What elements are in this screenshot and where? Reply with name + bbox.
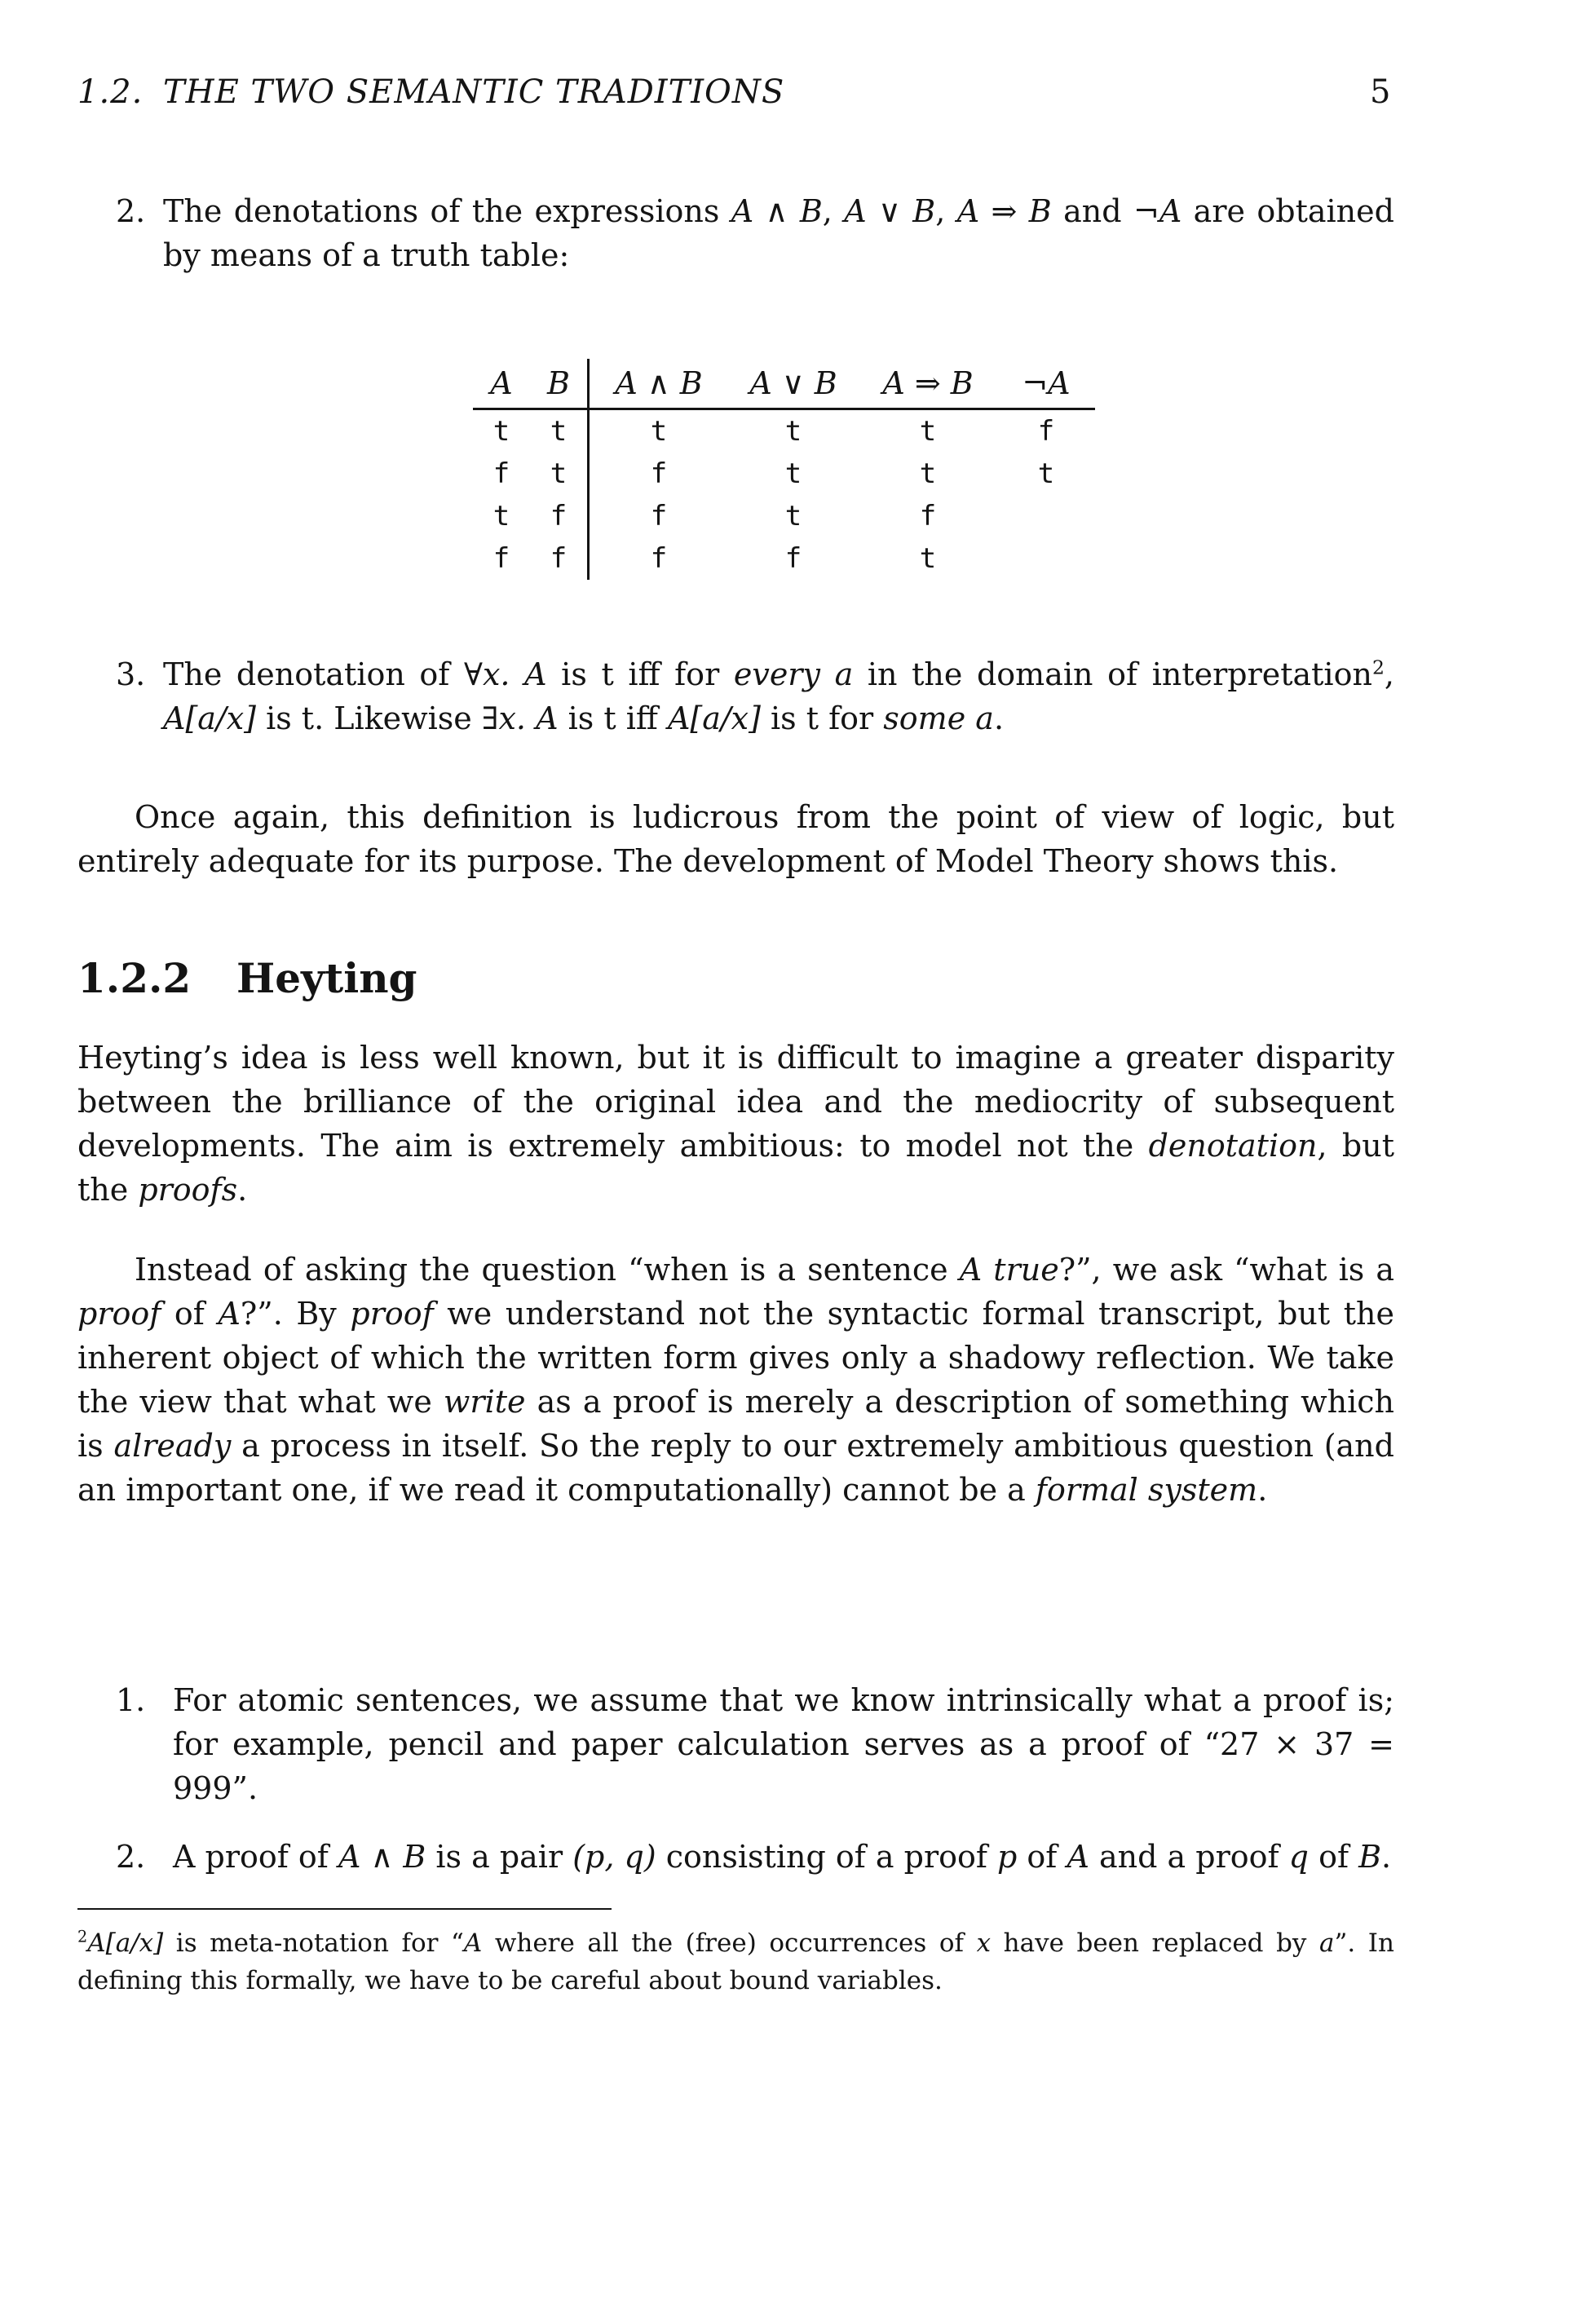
truth-table-cell: t (650, 415, 668, 448)
truth-table-cell: t (919, 415, 937, 448)
truth-table-cell: t (1037, 457, 1055, 490)
truth-table (473, 359, 1095, 580)
truth-table-row (473, 453, 1095, 495)
truth-table-row (473, 495, 1095, 537)
header-section-number: 1.2. (77, 73, 144, 111)
truth-table-cell: t (492, 415, 510, 448)
list-item-1-text: For atomic sentences, we assume that we know intrinsically what a proof is; for example, pencil and paper calculation serves as a proof of “27 × 37 = 999”. (173, 1682, 1394, 1806)
truth-table-cell: f (650, 500, 668, 532)
truth-table-header: ¬A (1022, 365, 1071, 401)
footnote-mark: 2 (77, 1927, 88, 1946)
header-title: THE TWO SEMANTIC TRADITIONS (163, 73, 785, 111)
footnote-reference: 2 (1371, 656, 1385, 679)
truth-table-cell: f (650, 457, 668, 490)
section-heading (77, 954, 417, 1002)
item-2-text: The denotations of the expressions A ∧ B, A ∨ B, A ⇒ B and ¬A are obtained by means of a truth table: (163, 193, 1394, 273)
truth-table-header: B (530, 359, 589, 409)
footnote-rule (77, 1908, 612, 1910)
list-item-1-number: 1. (116, 1682, 146, 1718)
truth-table-cell: f (1037, 415, 1055, 448)
truth-table-cell: f (492, 457, 510, 490)
paragraph-once-again: Once again, this definition is ludicrous from the point of view of logic, but entirely adequate for its purpose. The development of Model Theory shows this. (77, 799, 1394, 879)
truth-table-cell: f (530, 495, 589, 537)
truth-table-cell (997, 537, 1095, 580)
paragraph-heyting-idea: Heyting’s idea is less well known, but it is difficult to imagine a greater disparity between the brilliance of the original idea and the mediocrity of subsequent developments. The aim is extremely ambitious: to model not the denotation, but the proofs. (77, 1040, 1394, 1208)
truth-table-cell: t (530, 453, 589, 495)
truth-table-header: A ⇒ B (882, 365, 974, 401)
truth-table-cell: f (650, 542, 668, 575)
truth-table-cell: t (530, 409, 589, 453)
truth-table-header: A ∨ B (749, 365, 837, 401)
truth-table-cell: f (784, 542, 802, 575)
section-number: 1.2.2 (77, 954, 192, 1002)
paragraph-instead: Instead of asking the question “when is a sentence A true?”, we ask “what is a proof of A?”. By proof we understand not the syntactic formal transcript, but the inherent object of which the written form gives only a shadowy reflection. We take the view that what we write as a proof is merely a description of something which is already a process in itself. So the reply to our extremely ambitious question (and an important one, if we read it computationally) cannot be a formal system. (77, 1252, 1395, 1508)
truth-table-cell: t (919, 542, 937, 575)
truth-table-cell: f (492, 542, 510, 575)
truth-table-cell: f (919, 500, 937, 532)
item-2-number: 2. (116, 193, 146, 229)
item-3-number: 3. (116, 656, 146, 692)
truth-table-cell: t (492, 500, 510, 532)
truth-table-cell (997, 495, 1095, 537)
truth-table-header: A ∧ B (615, 365, 703, 401)
truth-table-cell: t (784, 500, 802, 532)
footnote: $^2$A[a/x] is meta-notation for “A where all the (free) occurrences of x have been replaced by a”. In defining this formally, we have to be careful about bound variables. (77, 1927, 1394, 1995)
list-item-2-text: A proof of A ∧ B is a pair (p, q) consisting of a proof p of A and a proof q of B. (173, 1839, 1392, 1875)
truth-table-header-row (473, 359, 1095, 409)
truth-table-row (473, 537, 1095, 580)
truth-table-cell: t (784, 415, 802, 448)
truth-table-row (473, 409, 1095, 453)
truth-table-cell: f (530, 537, 589, 580)
truth-table-cell: t (784, 457, 802, 490)
truth-table-cell: t (919, 457, 937, 490)
section-title: Heyting (236, 954, 417, 1002)
truth-table-header: A (490, 365, 513, 401)
item-3-text: The denotation of ∀x. A is t iff for every a in the domain of interpretation$^2$, A[a/x] is t. Likewise ∃x. A is t iff A[a/x] is t for some a. (163, 656, 1395, 736)
list-item-2-number: 2. (116, 1839, 146, 1875)
page-number: 5 (1370, 73, 1391, 111)
